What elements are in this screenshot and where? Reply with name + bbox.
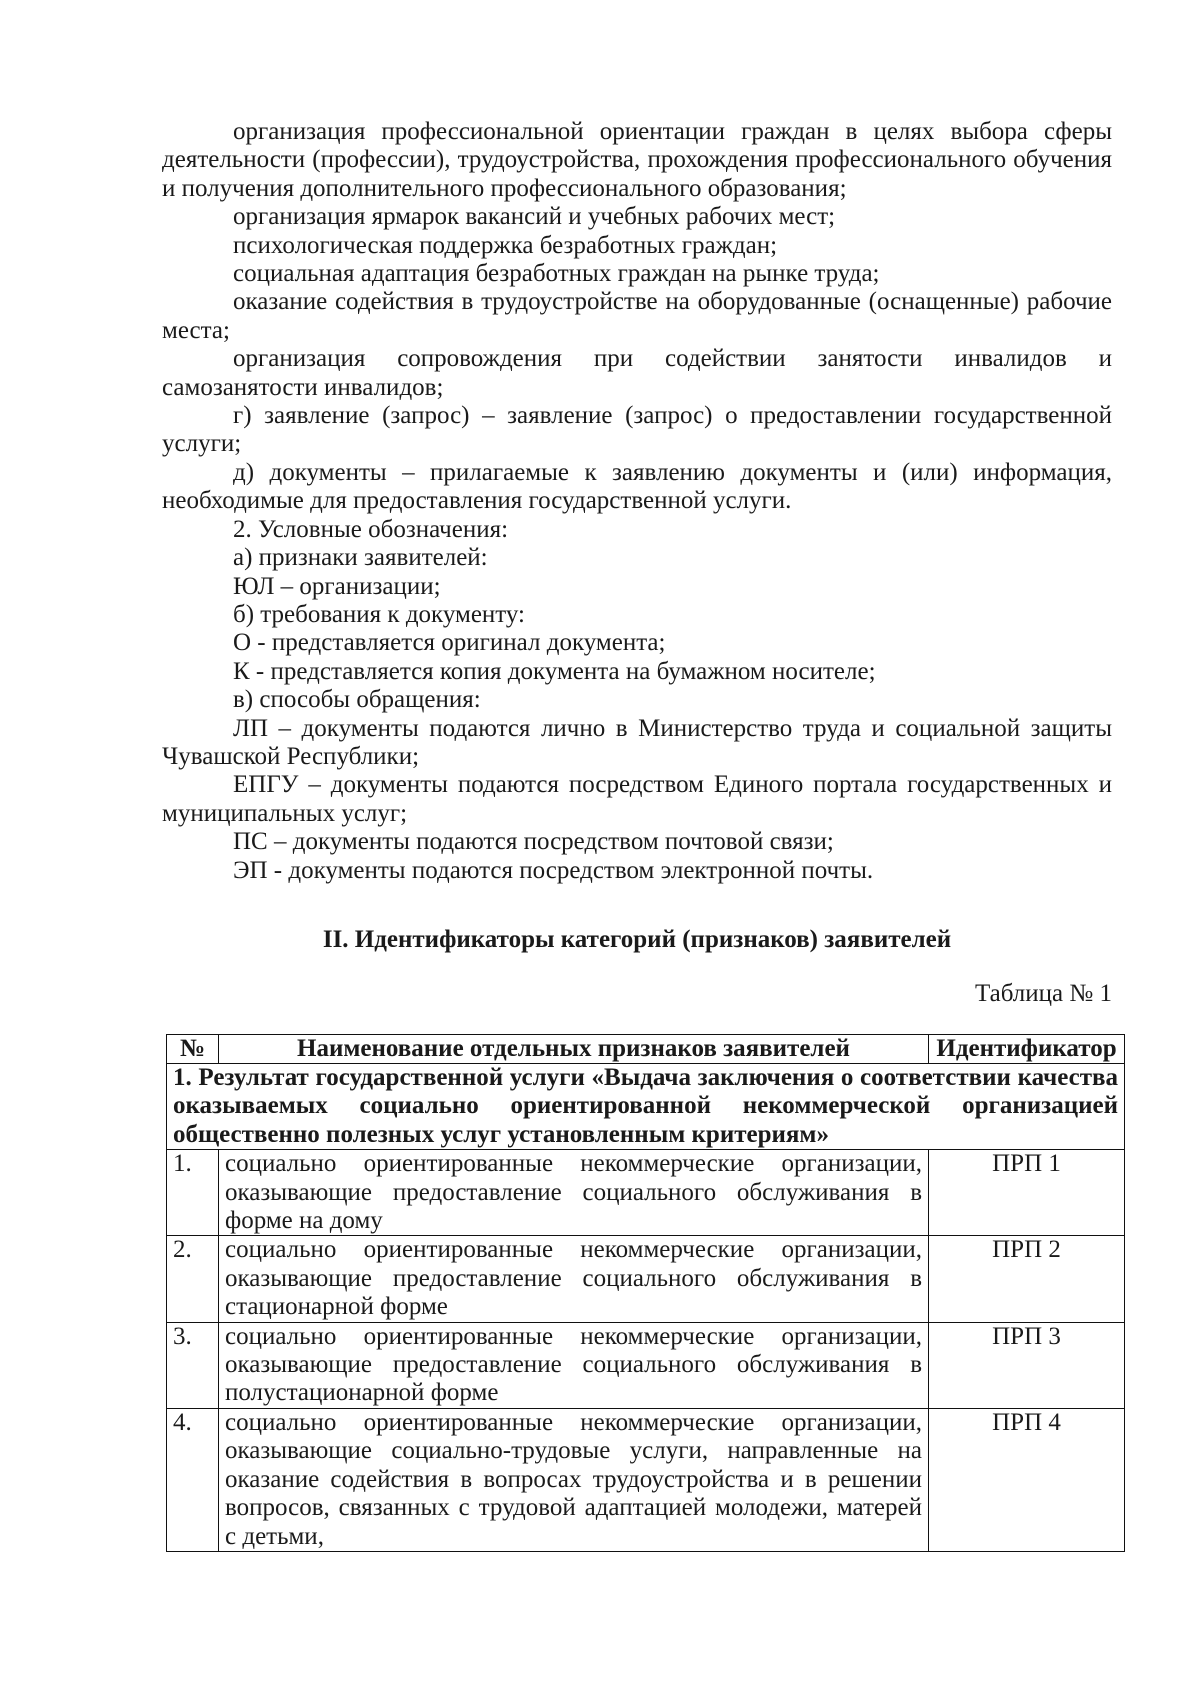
header-identifier: Идентификатор bbox=[929, 1035, 1125, 1064]
applicant-identifiers-table bbox=[166, 1034, 1125, 1552]
row-identifier: ПРП 2 bbox=[929, 1236, 1125, 1322]
row-number: 2. bbox=[167, 1236, 219, 1322]
paragraph: д) документы – прилагаемые к заявлению документы и (или) информация, необходимые для предоставления государственной услуги. bbox=[162, 458, 1112, 515]
paragraph: К - представляется копия документа на бумажном носителе; bbox=[233, 657, 876, 685]
row-identifier: ПРП 3 bbox=[929, 1322, 1125, 1408]
header-number: № bbox=[167, 1035, 219, 1064]
table-row bbox=[167, 1322, 1125, 1408]
paragraph: организация ярмарок вакансий и учебных рабочих мест; bbox=[233, 203, 836, 231]
paragraph: О - представляется оригинал документа; bbox=[233, 629, 666, 657]
row-number: 3. bbox=[167, 1322, 219, 1408]
paragraph: 2. Условные обозначения: bbox=[233, 515, 509, 543]
row-number: 4. bbox=[167, 1408, 219, 1551]
paragraph: в) способы обращения: bbox=[233, 686, 481, 714]
paragraph: ЮЛ – организации; bbox=[233, 572, 441, 600]
section-title: II. Идентификаторы категорий (признаков) заявителей bbox=[322, 926, 952, 953]
paragraph: ЛП – документы подаются лично в Министерство труда и социальной защиты Чувашской Республики; bbox=[162, 714, 1112, 770]
table-header-row bbox=[167, 1035, 1125, 1064]
row-identifier: ПРП 1 bbox=[929, 1150, 1125, 1236]
paragraph: организация сопровождения при содействии занятости инвалидов и самозанятости инвалидов; bbox=[162, 345, 1112, 401]
header-name: Наименование отдельных признаков заявителей bbox=[219, 1035, 929, 1064]
paragraph: ЭП - документы подаются посредством электронной почты. bbox=[233, 856, 874, 884]
row-description: социально ориентированные некоммерческие организации, оказывающие предоставление социального обслуживания в полустационарной форме bbox=[219, 1322, 929, 1408]
paragraph: г) заявление (запрос) – заявление (запрос) о предоставлении государственной услуги; bbox=[162, 402, 1112, 458]
paragraph: б) требования к документу: bbox=[233, 600, 526, 628]
row-description: социально ориентированные некоммерческие организации, оказывающие социально-трудовые услуги, направленные на оказание содействия в вопросах трудоустройства и в решении вопросов, связанных с трудовой адаптацией молодежи, матерей с детьми, bbox=[219, 1408, 929, 1551]
table-row bbox=[167, 1150, 1125, 1236]
paragraph: социальная адаптация безработных граждан на рынке труда; bbox=[233, 260, 880, 288]
paragraph: а) признаки заявителей: bbox=[233, 544, 488, 572]
row-identifier: ПРП 4 bbox=[929, 1408, 1125, 1551]
row-description: социально ориентированные некоммерческие организации, оказывающие предоставление социального обслуживания в стационарной форме bbox=[219, 1236, 929, 1322]
table-group-row bbox=[167, 1064, 1125, 1150]
group-title: 1. Результат государственной услуги «Выдача заключения о соответствии качества оказываемых социально ориентированной некоммерческой организацией общественно полезных услуг установленным критериям» bbox=[167, 1064, 1125, 1150]
paragraph: оказание содействия в трудоустройстве на оборудованные (оснащенные) рабочие места; bbox=[162, 288, 1112, 344]
paragraph: организация профессиональной ориентации граждан в целях выбора сферы деятельности (профессии), трудоустройства, прохождения профессионального обучения и получения дополнительного профессионального образования; bbox=[162, 118, 1112, 202]
row-description: социально ориентированные некоммерческие организации, оказывающие предоставление социального обслуживания в форме на дому bbox=[219, 1150, 929, 1236]
body-text bbox=[162, 118, 1112, 885]
paragraph: психологическая поддержка безработных граждан; bbox=[233, 231, 778, 259]
table-label: Таблица № 1 bbox=[974, 980, 1112, 1007]
table-row bbox=[167, 1236, 1125, 1322]
row-number: 1. bbox=[167, 1150, 219, 1236]
table-row bbox=[167, 1408, 1125, 1551]
paragraph: ПС – документы подаются посредством почтовой связи; bbox=[233, 828, 834, 856]
paragraph: ЕПГУ – документы подаются посредством Единого портала государственных и муниципальных услуг; bbox=[162, 771, 1112, 827]
